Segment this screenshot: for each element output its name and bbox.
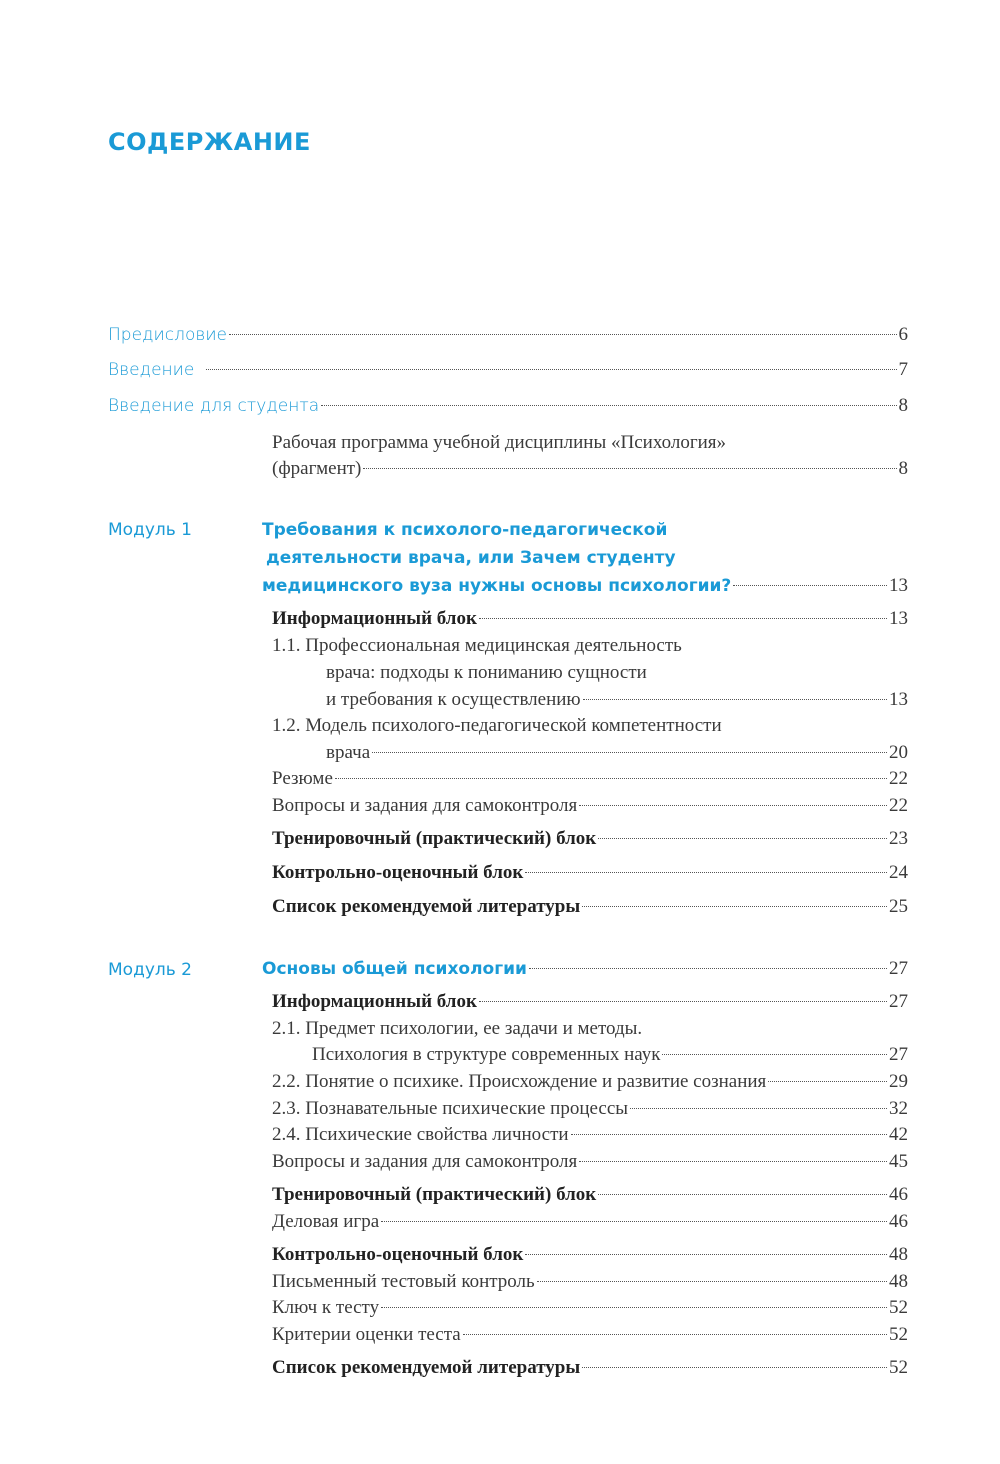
- toc-label: Психология в структуре современных наук: [312, 1044, 661, 1065]
- toc-entry-preface[interactable]: [108, 322, 908, 348]
- page-number: 20: [889, 742, 908, 763]
- toc-s21-line1: 2.1. Предмет психологии, ее задачи и методы.: [272, 1018, 643, 1039]
- page-number: 13: [889, 689, 908, 710]
- toc-label: Контрольно-оценочный блок: [272, 862, 524, 883]
- toc-entry-s24[interactable]: [272, 1122, 908, 1148]
- toc-entry-m2-test[interactable]: [272, 1269, 908, 1295]
- toc-label: Письменный тестовый контроль: [272, 1271, 535, 1292]
- page-number: 27: [889, 958, 908, 979]
- page-number: 48: [889, 1271, 908, 1292]
- page-number: 27: [889, 991, 908, 1012]
- toc-entry-s12[interactable]: [326, 740, 908, 766]
- toc-entry-m2-key[interactable]: [272, 1295, 908, 1321]
- page-number: 27: [889, 1044, 908, 1065]
- leader-dots: [768, 1081, 887, 1082]
- toc-label: Введение для студента: [108, 396, 320, 416]
- toc-entry-m1-info[interactable]: [272, 606, 908, 632]
- module-2-label: Модуль 2: [108, 960, 192, 980]
- toc-entry-introduction[interactable]: [108, 357, 908, 383]
- toc-label: Список рекомендуемой литературы: [272, 1357, 581, 1378]
- leader-dots: [372, 752, 887, 753]
- toc-label: Контрольно-оценочный блок: [272, 1244, 524, 1265]
- leader-dots: [582, 906, 887, 907]
- leader-dots: [583, 699, 887, 700]
- page-number: 13: [889, 608, 908, 629]
- toc-entry-m2-literature[interactable]: [272, 1355, 908, 1381]
- toc-label: Вопросы и задания для самоконтроля: [272, 795, 578, 816]
- toc-label: Деловая игра: [272, 1211, 380, 1232]
- toc-label: 2.3. Познавательные психические процессы: [272, 1098, 629, 1119]
- page-number: 8: [898, 395, 908, 416]
- module-1-title-line1[interactable]: Требования к психолого-педагогической: [262, 520, 668, 540]
- toc-entry-s22[interactable]: [272, 1069, 908, 1095]
- toc-s11-line2: врача: подходы к пониманию сущности: [326, 662, 647, 683]
- leader-dots: [579, 1161, 887, 1162]
- toc-label: Основы общей психологии: [262, 959, 527, 979]
- toc-entry-m2-control[interactable]: [272, 1242, 908, 1268]
- toc-entry-m1-resume[interactable]: [272, 766, 908, 792]
- page-title: СОДЕРЖАНИЕ: [108, 128, 311, 156]
- leader-dots: [463, 1334, 887, 1335]
- toc-entry-m1-questions[interactable]: [272, 793, 908, 819]
- page-number: 29: [889, 1071, 908, 1092]
- leader-dots: [598, 1194, 887, 1195]
- toc-label: и требования к осуществлению: [326, 689, 581, 710]
- toc-entry-module-2[interactable]: [262, 956, 908, 982]
- page-number: 32: [889, 1098, 908, 1119]
- page-number: 48: [889, 1244, 908, 1265]
- leader-dots: [479, 1001, 887, 1002]
- leader-dots: [579, 805, 887, 806]
- page-number: 24: [889, 862, 908, 883]
- leader-dots: [598, 838, 887, 839]
- toc-entry-m1-literature[interactable]: [272, 894, 908, 920]
- toc-label: (фрагмент): [272, 458, 362, 479]
- toc-entry-m1-training[interactable]: [272, 826, 908, 852]
- toc-entry-m2-game[interactable]: [272, 1209, 908, 1235]
- toc-label: медицинского вуза нужны основы психологии?: [262, 576, 732, 596]
- toc-label: Вопросы и задания для самоконтроля: [272, 1151, 578, 1172]
- toc-s11-line1: 1.1. Профессиональная медицинская деятельность: [272, 635, 682, 656]
- leader-dots: [363, 468, 896, 469]
- toc-entry-m2-training[interactable]: [272, 1182, 908, 1208]
- page-number: 46: [889, 1184, 908, 1205]
- toc-label: Информационный блок: [272, 991, 477, 1012]
- toc-work-program-line1: Рабочая программа учебной дисциплины «Психология»: [272, 432, 727, 453]
- toc-entry-m2-questions[interactable]: [272, 1149, 908, 1175]
- toc-entry-m2-criteria[interactable]: [272, 1322, 908, 1348]
- toc-label: Тренировочный (практический) блок: [272, 828, 597, 849]
- toc-entry-m1-control[interactable]: [272, 860, 908, 886]
- module-1-label: Модуль 1: [108, 520, 192, 540]
- toc-label: 2.2. Понятие о психике. Происхождение и развитие сознания: [272, 1071, 767, 1092]
- leader-dots: [525, 1254, 887, 1255]
- toc-s12-line1: 1.2. Модель психолого-педагогической компетентности: [272, 715, 722, 736]
- leader-dots: [321, 405, 896, 406]
- leader-dots: [229, 334, 897, 335]
- toc-entry-student-intro[interactable]: [108, 393, 908, 419]
- module-1-title-line2[interactable]: деятельности врача, или Зачем студенту: [266, 548, 676, 568]
- page-number: 52: [889, 1297, 908, 1318]
- toc-label: Предисловие: [108, 325, 227, 345]
- leader-dots: [381, 1307, 887, 1308]
- leader-dots: [733, 585, 887, 586]
- toc-label: 2.4. Психические свойства личности: [272, 1124, 569, 1145]
- page-number: 22: [889, 795, 908, 816]
- page-number: 46: [889, 1211, 908, 1232]
- page-number: 52: [889, 1324, 908, 1345]
- page-number: 22: [889, 768, 908, 789]
- toc-label: Введение: [108, 360, 195, 380]
- toc-label: Критерии оценки теста: [272, 1324, 461, 1345]
- leader-dots: [571, 1134, 887, 1135]
- page-number: 52: [889, 1357, 908, 1378]
- toc-entry-m2-info[interactable]: [272, 989, 908, 1015]
- toc-entry-s11[interactable]: [326, 687, 908, 713]
- toc-label: врача: [326, 742, 371, 763]
- leader-dots: [537, 1281, 887, 1282]
- toc-entry-s23[interactable]: [272, 1096, 908, 1122]
- page-number: 23: [889, 828, 908, 849]
- toc-entry-work-program[interactable]: [272, 456, 908, 482]
- leader-dots: [630, 1108, 887, 1109]
- toc-label: Ключ к тесту: [272, 1297, 380, 1318]
- leader-dots: [206, 369, 896, 370]
- toc-entry-s21[interactable]: [312, 1042, 908, 1068]
- leader-dots: [529, 968, 887, 969]
- leader-dots: [381, 1221, 887, 1222]
- page-number: 45: [889, 1151, 908, 1172]
- page-number: 6: [898, 324, 908, 345]
- toc-label: Информационный блок: [272, 608, 477, 629]
- page-number: 25: [889, 896, 908, 917]
- toc-entry-module-1[interactable]: [262, 573, 908, 599]
- page-number: 8: [898, 458, 908, 479]
- leader-dots: [335, 778, 887, 779]
- leader-dots: [525, 872, 887, 873]
- toc-label: Резюме: [272, 768, 333, 789]
- page-number: 13: [889, 575, 908, 596]
- page-number: 42: [889, 1124, 908, 1145]
- toc-label: Список рекомендуемой литературы: [272, 896, 581, 917]
- toc-label: Тренировочный (практический) блок: [272, 1184, 597, 1205]
- leader-dots: [479, 618, 887, 619]
- page-number: 7: [898, 359, 908, 380]
- leader-dots: [582, 1367, 887, 1368]
- leader-dots: [662, 1054, 887, 1055]
